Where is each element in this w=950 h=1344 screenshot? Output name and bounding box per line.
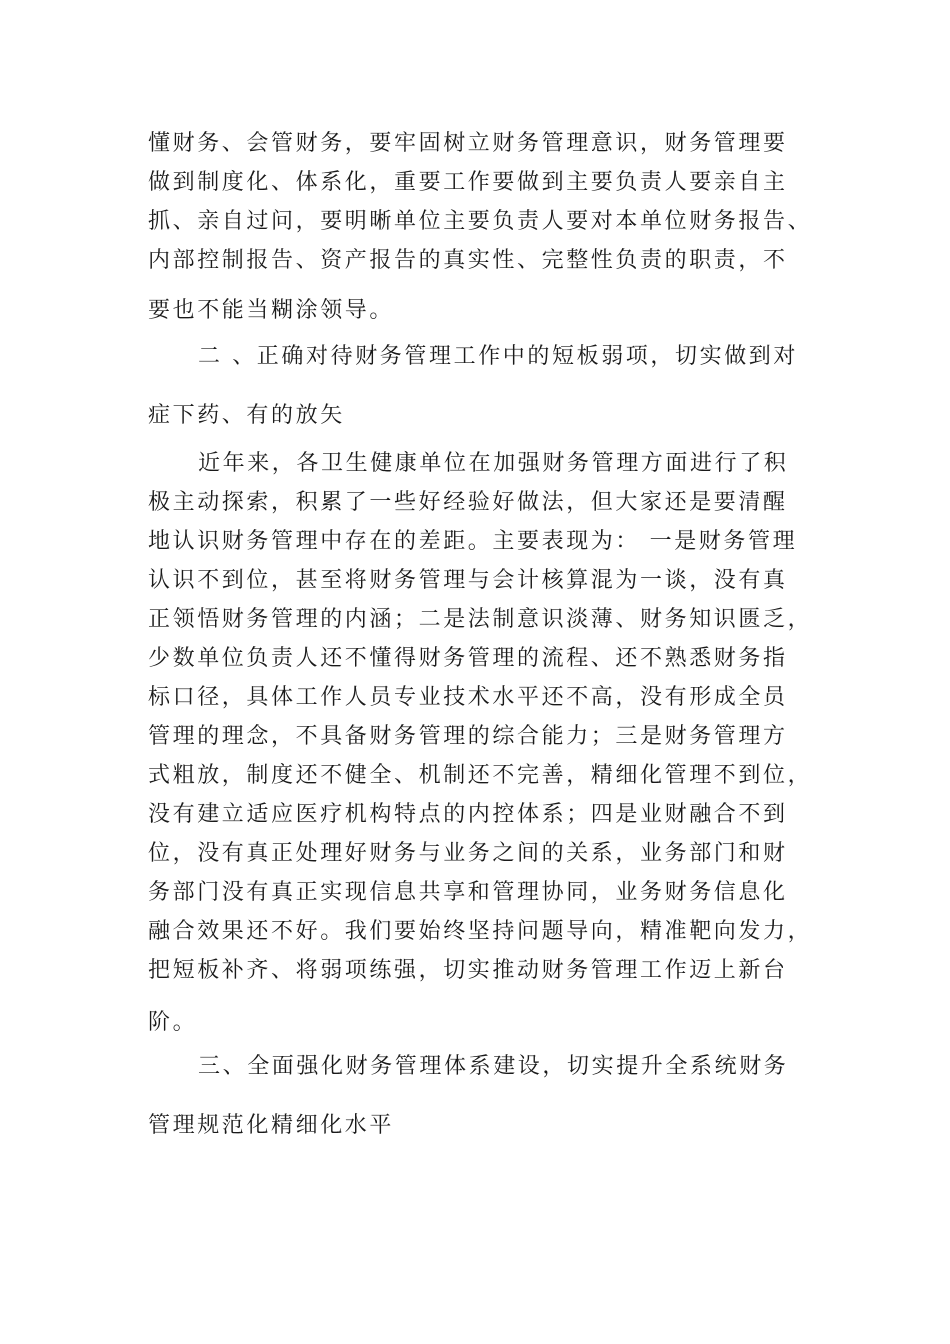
text-line: 管理的理念，不具备财务管理的综合能力；三是财务管理方: [148, 724, 788, 749]
text-line: 正领悟财务管理的内涵；二是法制意识淡薄、财务知识匮乏，: [148, 607, 813, 632]
text-line: 认识不到位，甚至将财务管理与会计核算混为一谈，没有真: [148, 568, 788, 593]
text-line: 内部控制报告、资产报告的真实性、完整性负责的职责，不: [148, 248, 788, 273]
text-line: 少数单位负责人还不懂得财务管理的流程、还不熟悉财务指: [148, 646, 788, 671]
text-line: 懂财务、会管财务，要牢固树立财务管理意识，财务管理要: [148, 131, 788, 156]
text-line: 要也不能当糊涂领导。: [148, 298, 395, 323]
section-heading-2-continued: 症下药、有的放矢: [148, 403, 345, 428]
text-line: 近年来，各卫生健康单位在加强财务管理方面进行了积: [198, 451, 789, 476]
text-line: 极主动探索，积累了一些好经验好做法，但大家还是要清醒: [148, 490, 788, 515]
section-heading-3-continued: 管理规范化精细化水平: [148, 1113, 395, 1138]
section-heading-3: 三、全面强化财务管理体系建设，切实提升全系统财务: [198, 1054, 789, 1079]
text-line: 阶。: [148, 1010, 198, 1035]
text-line: 标口径，具体工作人员专业技术水平还不高，没有形成全员: [148, 685, 788, 710]
text-line: 地认识财务管理中存在的差距。主要表现为： 一是财务管理: [148, 529, 798, 554]
section-heading-2: 二 、正确对待财务管理工作中的短板弱项，切实做到对: [198, 344, 798, 369]
text-line: 做到制度化、体系化，重要工作要做到主要负责人要亲自主: [148, 170, 788, 195]
text-line: 式粗放，制度还不健全、机制还不完善，精细化管理不到位，: [148, 763, 813, 788]
text-line: 务部门没有真正实现信息共享和管理协同，业务财务信息化: [148, 880, 788, 905]
text-line: 融合效果还不好。我们要始终坚持问题导向，精准靶向发力，: [148, 919, 813, 944]
text-line: 抓、亲自过问，要明晰单位主要负责人要对本单位财务报告、: [148, 209, 813, 234]
text-line: 位，没有真正处理好财务与业务之间的关系，业务部门和财: [148, 841, 788, 866]
text-line: 没有建立适应医疗机构特点的内控体系；四是业财融合不到: [148, 802, 788, 827]
text-line: 把短板补齐、将弱项练强，切实推动财务管理工作迈上新台: [148, 958, 788, 983]
